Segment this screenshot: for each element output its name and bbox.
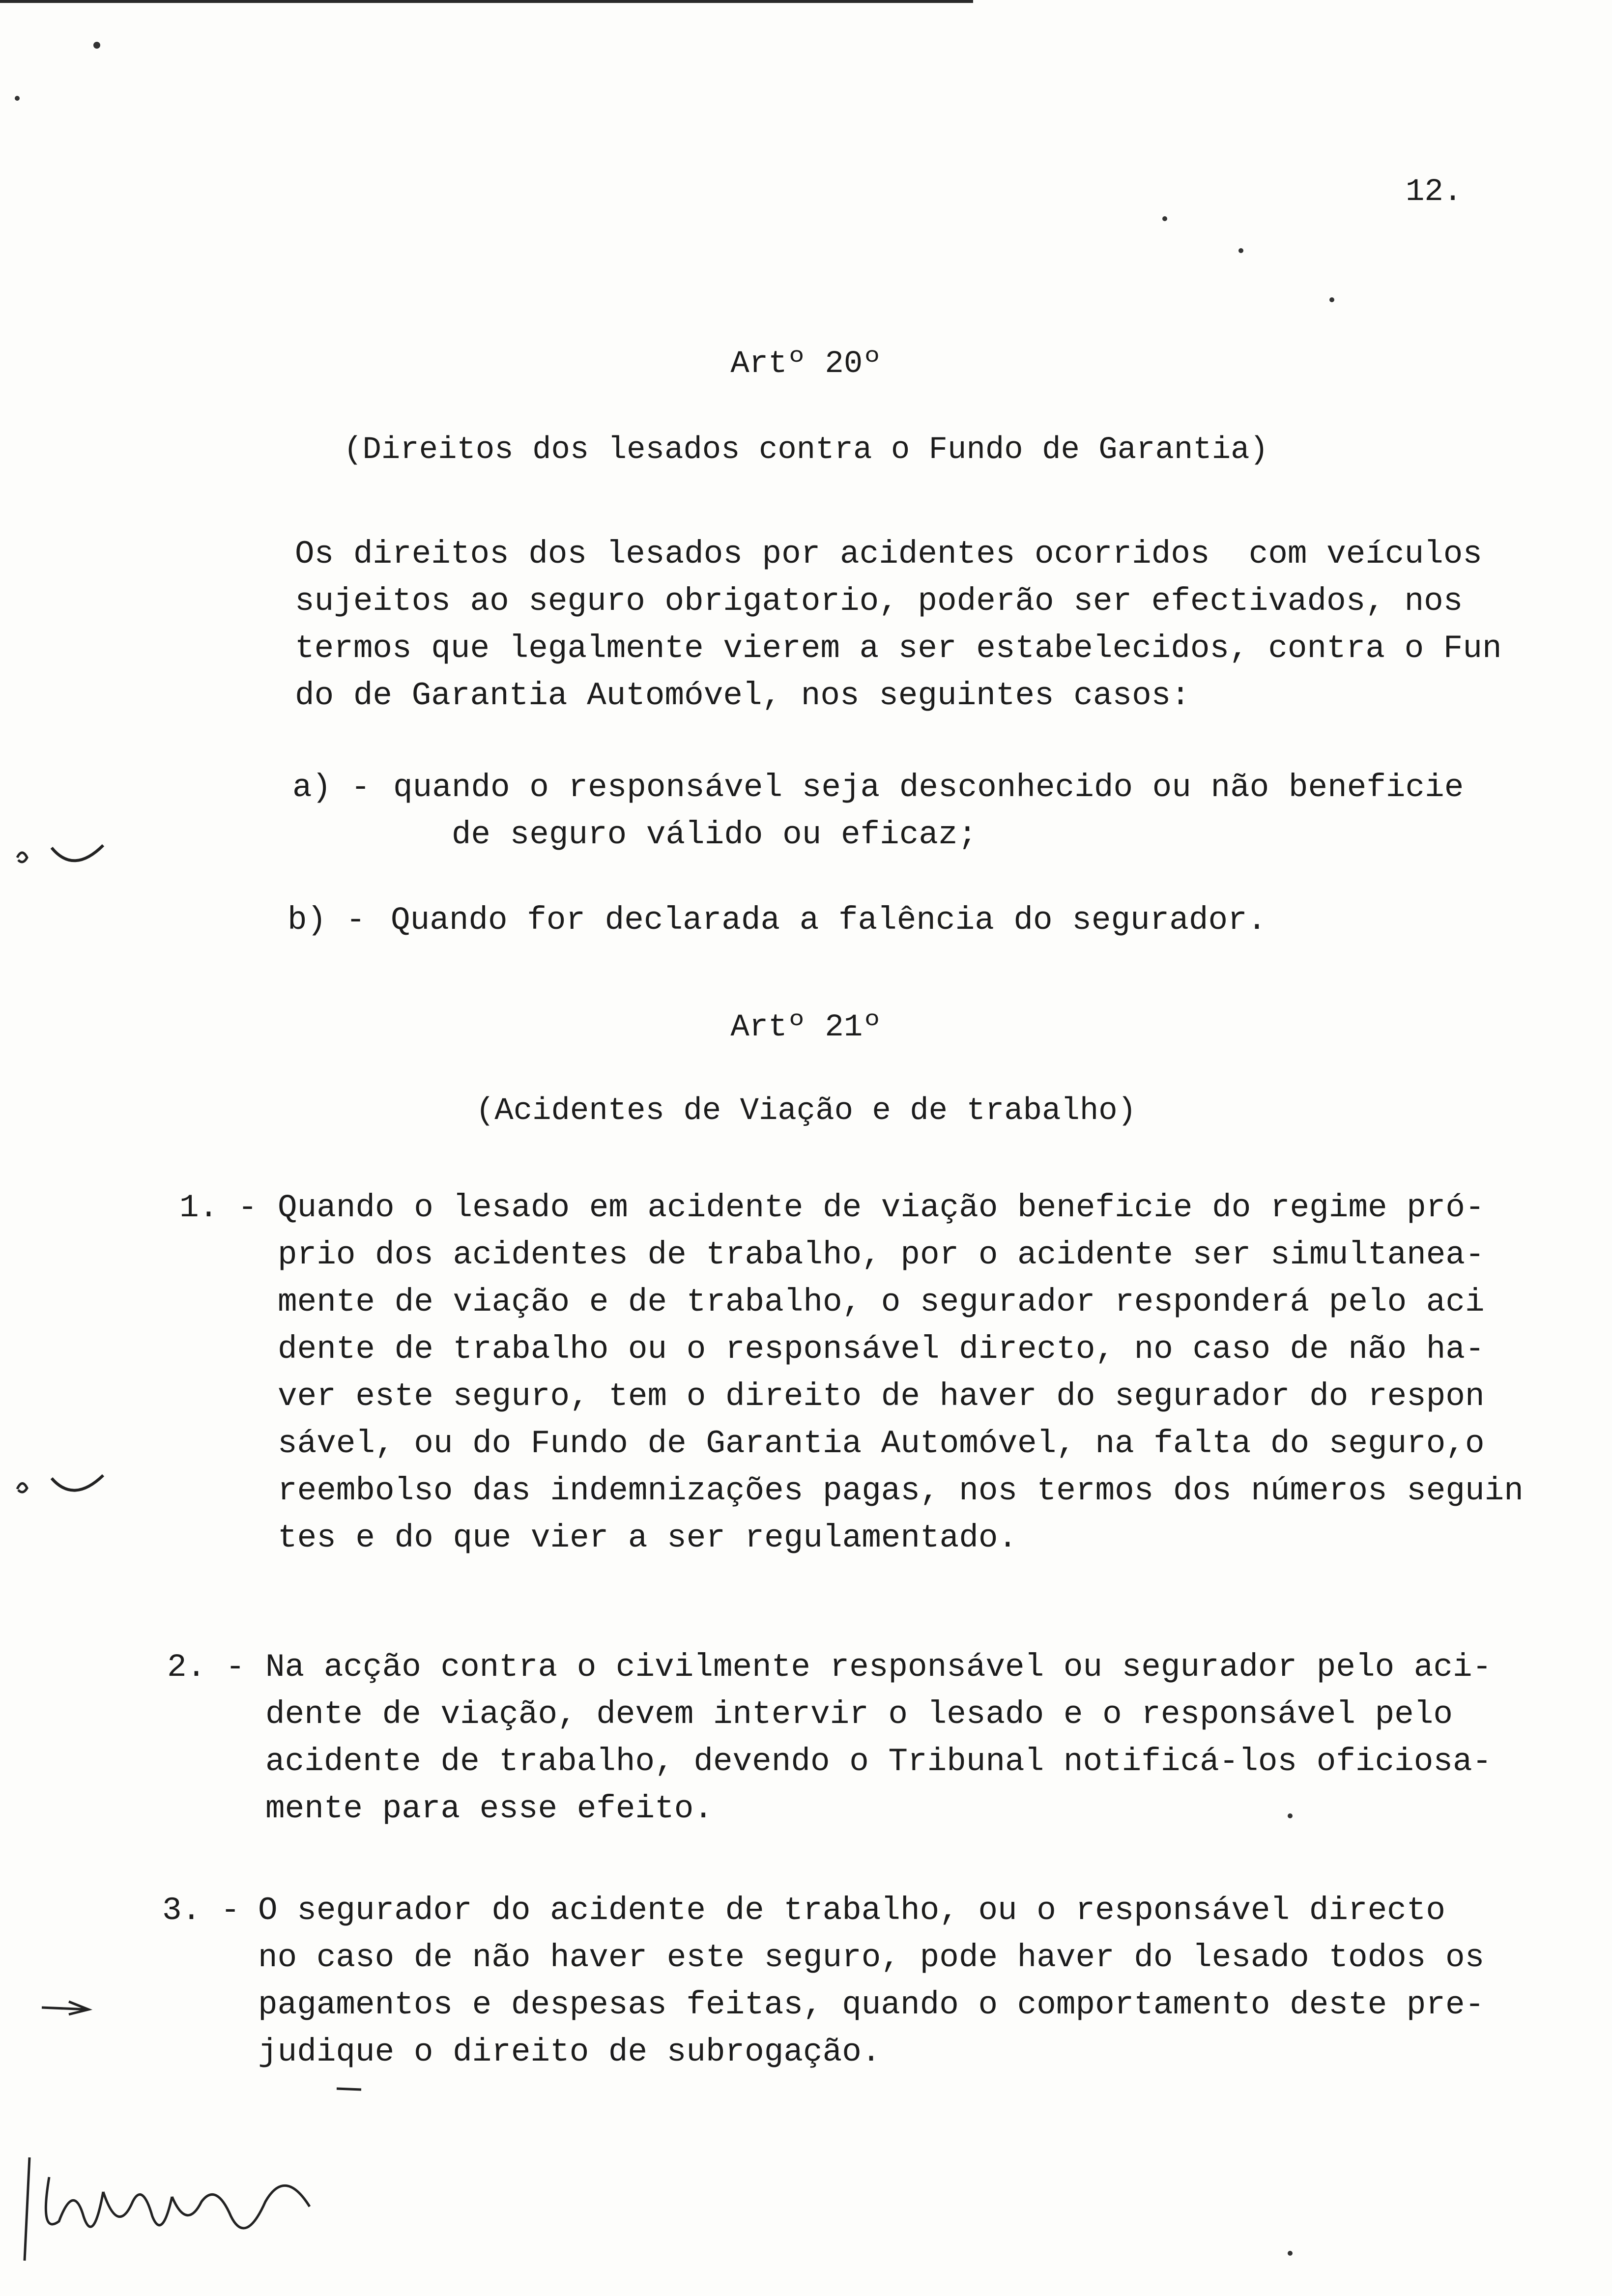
margin-check-mark-1 bbox=[12, 831, 111, 875]
text-line: reembolso das indemnizações pagas, nos termos dos números seguin bbox=[278, 1472, 1524, 1509]
article-20-heading: Artº 20º bbox=[730, 346, 882, 382]
article-21-heading: Artº 21º bbox=[730, 1010, 882, 1045]
item-marker: 3. - bbox=[162, 1892, 240, 1929]
handwritten-initials bbox=[10, 2148, 324, 2270]
text-line: O segurador do acidente de trabalho, ou o responsável directo bbox=[258, 1892, 1445, 1929]
text-line: dente de viação, devem intervir o lesado e o responsável pelo bbox=[265, 1696, 1453, 1733]
scan-speck bbox=[15, 96, 20, 101]
item-marker: 2. - bbox=[167, 1649, 245, 1686]
text-line: sável, ou do Fundo de Garantia Automóvel, na falta do seguro,o bbox=[278, 1425, 1485, 1462]
margin-check-mark-2 bbox=[12, 1460, 111, 1504]
text-line: Quando for declarada a falência do segurador. bbox=[391, 902, 1267, 939]
scan-speck bbox=[1162, 216, 1167, 221]
text-line: sujeitos ao seguro obrigatorio, poderão ser efectivados, nos bbox=[295, 583, 1463, 620]
text-line: ver este seguro, tem o direito de haver do segurador do respon bbox=[278, 1378, 1485, 1415]
article-20-subtitle: (Direitos dos lesados contra o Fundo de Garantia) bbox=[344, 432, 1268, 468]
text-line: quando o responsável seja desconhecido ou não beneficie bbox=[393, 769, 1464, 806]
text-line: de seguro válido ou eficaz; bbox=[393, 816, 978, 853]
stray-dash-mark bbox=[334, 2084, 364, 2094]
text-line: termos que legalmente vierem a ser estabelecidos, contra o Fun bbox=[295, 630, 1502, 667]
text-line: no caso de não haver este seguro, pode haver do lesado todos os bbox=[258, 1939, 1485, 1976]
text-line: do de Garantia Automóvel, nos seguintes casos: bbox=[295, 677, 1190, 714]
top-border-line bbox=[0, 0, 973, 3]
scan-speck bbox=[1329, 297, 1334, 302]
text-line: Quando o lesado em acidente de viação beneficie do regime pró- bbox=[278, 1189, 1485, 1226]
text-line: mente de viação e de trabalho, o segurador responderá pelo aci bbox=[278, 1284, 1485, 1320]
scan-speck bbox=[1288, 1813, 1293, 1818]
scan-speck bbox=[1238, 248, 1243, 253]
text-line: judique o direito de subrogação. bbox=[258, 2034, 881, 2070]
text-line: pagamentos e despesas feitas, quando o comportamento deste pre- bbox=[258, 1986, 1485, 2023]
text-line: dente de trabalho ou o responsável directo, no caso de não ha- bbox=[278, 1331, 1485, 1368]
scan-speck bbox=[1288, 2251, 1293, 2256]
scan-speck bbox=[93, 42, 100, 49]
text-line: acidente de trabalho, devendo o Tribunal notificá-los oficiosa- bbox=[265, 1743, 1492, 1780]
margin-arrow-mark bbox=[39, 1998, 93, 2017]
text-line: prio dos acidentes de trabalho, por o acidente ser simultanea- bbox=[278, 1236, 1485, 1273]
text-line: mente para esse efeito. bbox=[265, 1790, 713, 1827]
item-marker: 1. - bbox=[179, 1189, 258, 1226]
article-21-subtitle: (Acidentes de Viação e de trabalho) bbox=[475, 1093, 1137, 1129]
article-20-intro bbox=[295, 531, 1502, 719]
item-marker: a) - bbox=[292, 769, 371, 806]
text-line: Na acção contra o civilmente responsável ou segurador pelo aci- bbox=[265, 1649, 1492, 1686]
text-line: tes e do que vier a ser regulamentado. bbox=[278, 1520, 1018, 1556]
page-number: 12. bbox=[1406, 174, 1463, 210]
text-line: Os direitos dos lesados por acidentes ocorridos com veículos bbox=[295, 536, 1482, 573]
item-marker: b) - bbox=[288, 902, 366, 939]
